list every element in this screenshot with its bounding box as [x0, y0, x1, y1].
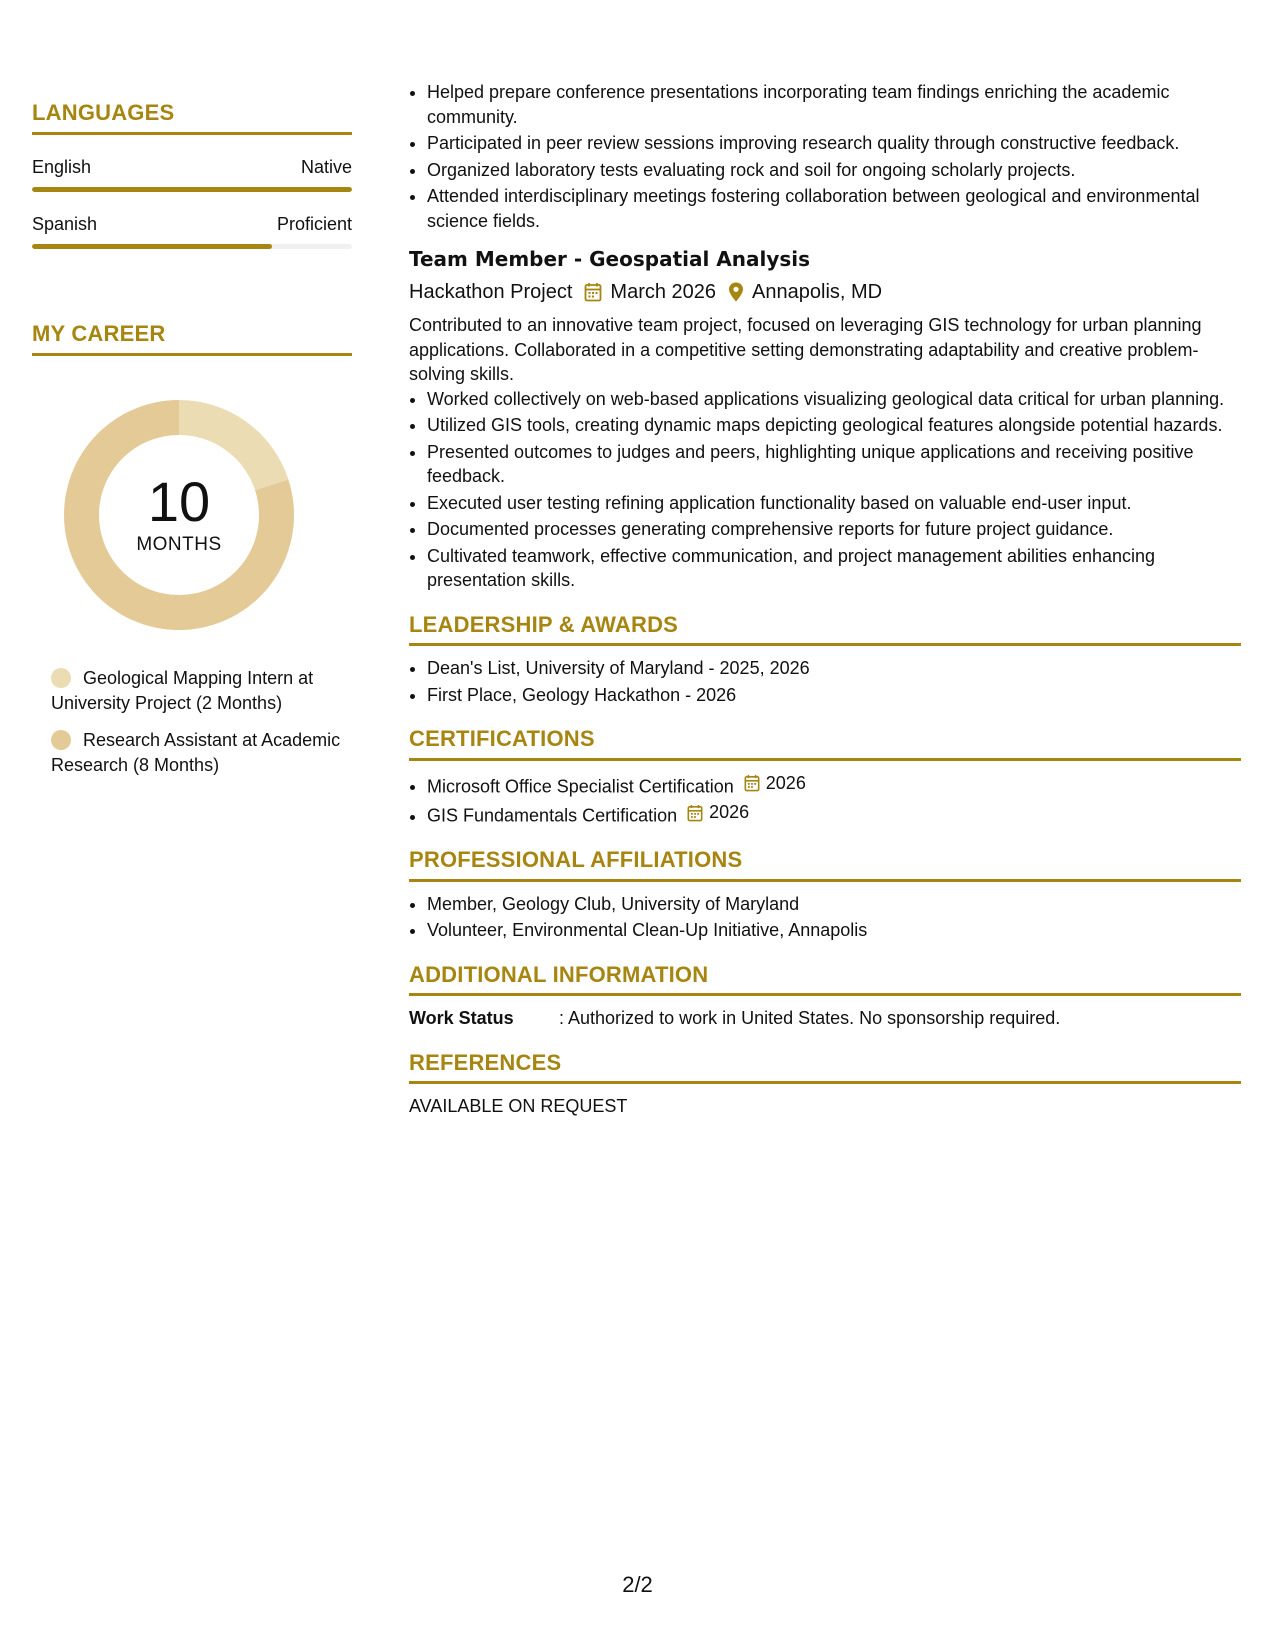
job-description: Contributed to an innovative team project, focused on leveraging GIS technology for urban planning applications. Collaborated in a competitive setting demonstrating adaptability and creative problem-solving skills.: [409, 315, 1202, 384]
certifications-title: CERTIFICATIONS: [409, 727, 1241, 761]
career-title: MY CAREER: [32, 321, 352, 356]
references-title: REFERENCES: [409, 1051, 1241, 1085]
career-legend: [51, 666, 352, 778]
calendar-icon: [744, 774, 760, 792]
bullet-item: • Utilized GIS tools, creating dynamic maps depicting geological features alongside potential hazards.: [427, 413, 1241, 438]
certification-name: Microsoft Office Specialist Certification: [427, 775, 734, 796]
bullet-item: • Helped prepare conference presentations incorporating team findings enriching the academic community.: [427, 80, 1241, 129]
language-row: [32, 214, 352, 235]
bullet-item: • Organized laboratory tests evaluating rock and soil for ongoing scholarly projects.: [427, 158, 1241, 183]
leadership-section: [409, 613, 1241, 708]
language-level: Proficient: [276, 214, 352, 234]
calendar-icon: [687, 804, 703, 822]
affiliation-item: • Member, Geology Club, University of Maryland: [427, 892, 1241, 917]
job-meta: [409, 280, 1241, 305]
certification-name: GIS Fundamentals Certification: [427, 805, 678, 826]
bullet-item: • Worked collectively on web-based applications visualizing geological data critical for urban planning.: [427, 387, 1241, 412]
language-proficiency-fill: [32, 187, 352, 192]
certification-date: [744, 771, 806, 796]
certification-item: [427, 771, 1241, 799]
references-section: [409, 1051, 1241, 1119]
job-company: Hackathon Project: [409, 280, 573, 303]
job-date: March 2026: [610, 280, 717, 303]
bullet-item: • Documented processes generating comprehensive reports for future project guidance.: [427, 517, 1241, 542]
affiliations-title: PROFESSIONAL AFFILIATIONS: [409, 848, 1241, 882]
legend-dot: [51, 668, 71, 688]
job-location: Annapolis, MD: [752, 280, 883, 303]
total-months-unit: MONTHS: [136, 534, 222, 555]
certification-year: 2026: [765, 772, 806, 793]
affiliations-list: [409, 892, 1241, 943]
certifications-list: [409, 771, 1241, 829]
calendar-icon: [584, 282, 602, 302]
work-status-label: Work Status: [409, 1008, 514, 1028]
career-legend-item: [51, 666, 352, 716]
language-proficiency-bar: [32, 244, 352, 249]
bullet-item: • Presented outcomes to judges and peers, highlighting unique applications and receiving positive feedback.: [427, 440, 1241, 489]
affiliations-section: [409, 848, 1241, 943]
left-column: [32, 100, 352, 790]
affiliation-item: • Volunteer, Environmental Clean-Up Initiative, Annapolis: [427, 918, 1241, 943]
bullet-item: • Attended interdisciplinary meetings fostering collaboration between geological and environmental science fields.: [427, 184, 1241, 233]
language-proficiency-bar: [32, 187, 352, 192]
total-months-value: 10: [147, 470, 211, 533]
donut-center: [64, 400, 294, 630]
career-legend-item: [51, 728, 352, 778]
leadership-title: LEADERSHIP & AWARDS: [409, 613, 1241, 647]
language-row: [32, 157, 352, 178]
language-proficiency-fill: [32, 244, 272, 249]
certification-year: 2026: [709, 802, 750, 823]
languages-title: LANGUAGES: [32, 100, 352, 135]
job-entry: [409, 247, 1241, 593]
certification-item: [427, 800, 1241, 828]
award-item: • First Place, Geology Hackathon - 2026: [427, 683, 1241, 708]
bullet-item: • Executed user testing refining application functionality based on valuable end-user input.: [427, 491, 1241, 516]
job-bullets: [409, 387, 1241, 593]
legend-dot: [51, 730, 71, 750]
job-title: Team Member - Geospatial Analysis: [409, 247, 811, 271]
bullet-item: • Cultivated teamwork, effective communication, and project management abilities enhancing presentation skills.: [427, 544, 1241, 593]
right-column: [409, 80, 1241, 1119]
work-status-value: : Authorized to work in United States. No sponsorship required.: [559, 1008, 1061, 1028]
award-item: • Dean's List, University of Maryland - 2025, 2026: [427, 656, 1241, 681]
language-level: Native: [300, 157, 352, 177]
certification-date: [687, 800, 749, 825]
leadership-list: [409, 656, 1241, 707]
legend-text: Research Assistant at Academic Research (8 Months): [51, 730, 341, 775]
language-name: English: [32, 157, 92, 177]
career-section: [32, 321, 352, 778]
previous-job-bullets: [409, 80, 1241, 233]
languages-list: [32, 157, 352, 249]
career-donut-chart: [64, 400, 294, 630]
additional-info-section: [409, 963, 1241, 1031]
references-text: AVAILABLE ON REQUEST: [409, 1096, 628, 1116]
legend-text: Geological Mapping Intern at University Project (2 Months): [51, 668, 314, 713]
language-name: Spanish: [32, 214, 98, 234]
certifications-section: [409, 727, 1241, 828]
languages-section: [32, 100, 352, 249]
bullet-item: • Participated in peer review sessions improving research quality through constructive feedback.: [427, 131, 1241, 156]
location-pin-icon: [728, 282, 744, 302]
page-number: 2/2: [622, 1572, 653, 1597]
additional-info-title: ADDITIONAL INFORMATION: [409, 963, 1241, 997]
work-status-row: [409, 1006, 1241, 1031]
